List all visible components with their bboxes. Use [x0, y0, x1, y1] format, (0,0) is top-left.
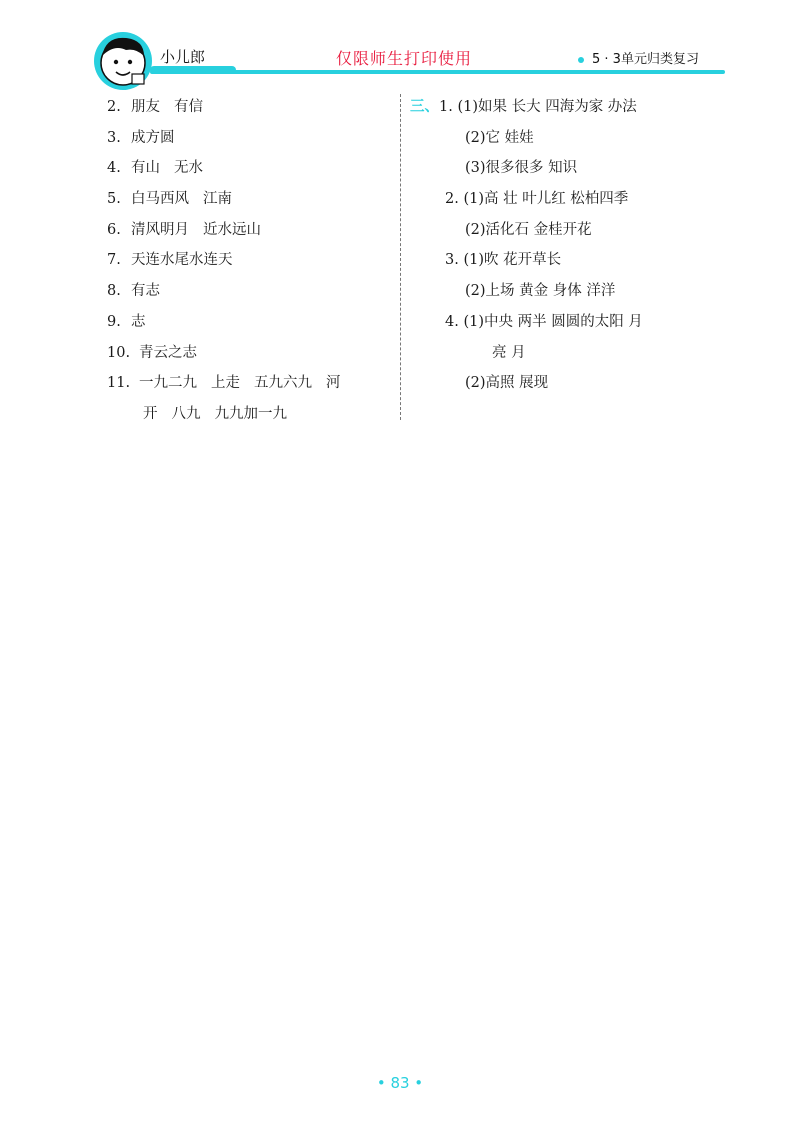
- page-number: • 83 •: [376, 1074, 424, 1092]
- answer-text: 有志: [131, 283, 160, 300]
- answer-text: 无水: [174, 160, 203, 177]
- answer-line: [107, 92, 392, 123]
- answer-line: [410, 368, 740, 399]
- answer-text: 有信: [174, 99, 203, 115]
- question-number: 10.: [107, 344, 131, 361]
- answer-text: 青云之志: [139, 344, 197, 361]
- page-header: [0, 0, 800, 100]
- answer-text: 九九加一九: [214, 405, 287, 422]
- answer-text: 1. (1)如果 长大 四海为家 办法: [439, 99, 637, 115]
- unit-title: [578, 48, 699, 67]
- answer-text: 有山: [131, 160, 160, 177]
- answer-line: [107, 338, 392, 369]
- question-number: 4.: [107, 160, 121, 177]
- answer-text: (3)很多很多 知识: [465, 160, 578, 177]
- left-answer-column: [107, 92, 392, 430]
- question-number: 3.: [107, 129, 121, 146]
- answer-text: 白马西风: [131, 191, 189, 208]
- answer-text: 开: [143, 405, 158, 422]
- answer-line: [107, 215, 392, 246]
- answer-line: [107, 399, 392, 430]
- answer-line: [107, 276, 392, 307]
- right-answer-column: [410, 92, 740, 399]
- bullet-dot-icon: [578, 57, 584, 63]
- question-number: 8.: [107, 283, 121, 300]
- answer-line: [410, 92, 740, 123]
- answer-text: 清风明月: [131, 221, 189, 238]
- answer-line: [410, 245, 740, 276]
- brand-name: 小儿郎: [160, 48, 206, 66]
- column-divider: [400, 94, 401, 420]
- answer-line: [410, 153, 740, 184]
- answer-text: 河: [326, 375, 341, 392]
- section-marker: 三、: [410, 99, 439, 115]
- answer-text: 江南: [203, 191, 232, 208]
- answer-text: (2)上场 黄金 身体 洋洋: [465, 283, 616, 300]
- answer-line: [410, 307, 740, 338]
- answer-text: (2)它 娃娃: [465, 129, 534, 146]
- answer-line: [107, 123, 392, 154]
- answer-line: [107, 245, 392, 276]
- answer-text: (2)高照 展现: [465, 375, 549, 392]
- answer-line: [107, 368, 392, 399]
- answer-line: [107, 184, 392, 215]
- answer-line: [107, 307, 392, 338]
- answer-text: 4. (1)中央 两半 圆圆的太阳 月: [445, 313, 643, 330]
- answer-text: 近水远山: [203, 221, 261, 238]
- question-number: 7.: [107, 252, 121, 269]
- answer-text: 上走: [211, 375, 240, 392]
- answer-text: 一九二九: [139, 375, 197, 392]
- usage-notice: 仅限师生打印使用: [336, 49, 473, 68]
- answer-text: 成方圆: [131, 129, 175, 146]
- answer-line: [410, 123, 740, 154]
- answer-text: 2. (1)高 壮 叶儿红 松柏四季: [445, 191, 629, 208]
- question-number: 9.: [107, 313, 121, 330]
- answer-line: [410, 215, 740, 246]
- answer-text: (2)活化石 金桂开花: [465, 221, 592, 238]
- answer-text: 五九六九: [254, 375, 312, 392]
- answer-text: 亮 月: [492, 344, 526, 361]
- unit-title-text: 5 · 3单元归类复习: [592, 52, 699, 67]
- question-number: 2.: [107, 99, 121, 115]
- boy-mascot-icon: [92, 30, 154, 92]
- answer-text: 3. (1)吹 花开草长: [445, 252, 562, 269]
- question-number: 11.: [107, 375, 131, 392]
- answer-line: [410, 276, 740, 307]
- answer-text: 天连水尾水连天: [131, 252, 233, 269]
- answer-text: 朋友: [131, 99, 160, 115]
- header-rule: [150, 70, 725, 74]
- answer-line: [410, 338, 740, 369]
- answer-line: [107, 153, 392, 184]
- question-number: 6.: [107, 221, 121, 238]
- answer-text: 志: [131, 313, 146, 330]
- answer-text: 八九: [171, 405, 201, 422]
- question-number: 5.: [107, 191, 121, 208]
- answer-line: [410, 184, 740, 215]
